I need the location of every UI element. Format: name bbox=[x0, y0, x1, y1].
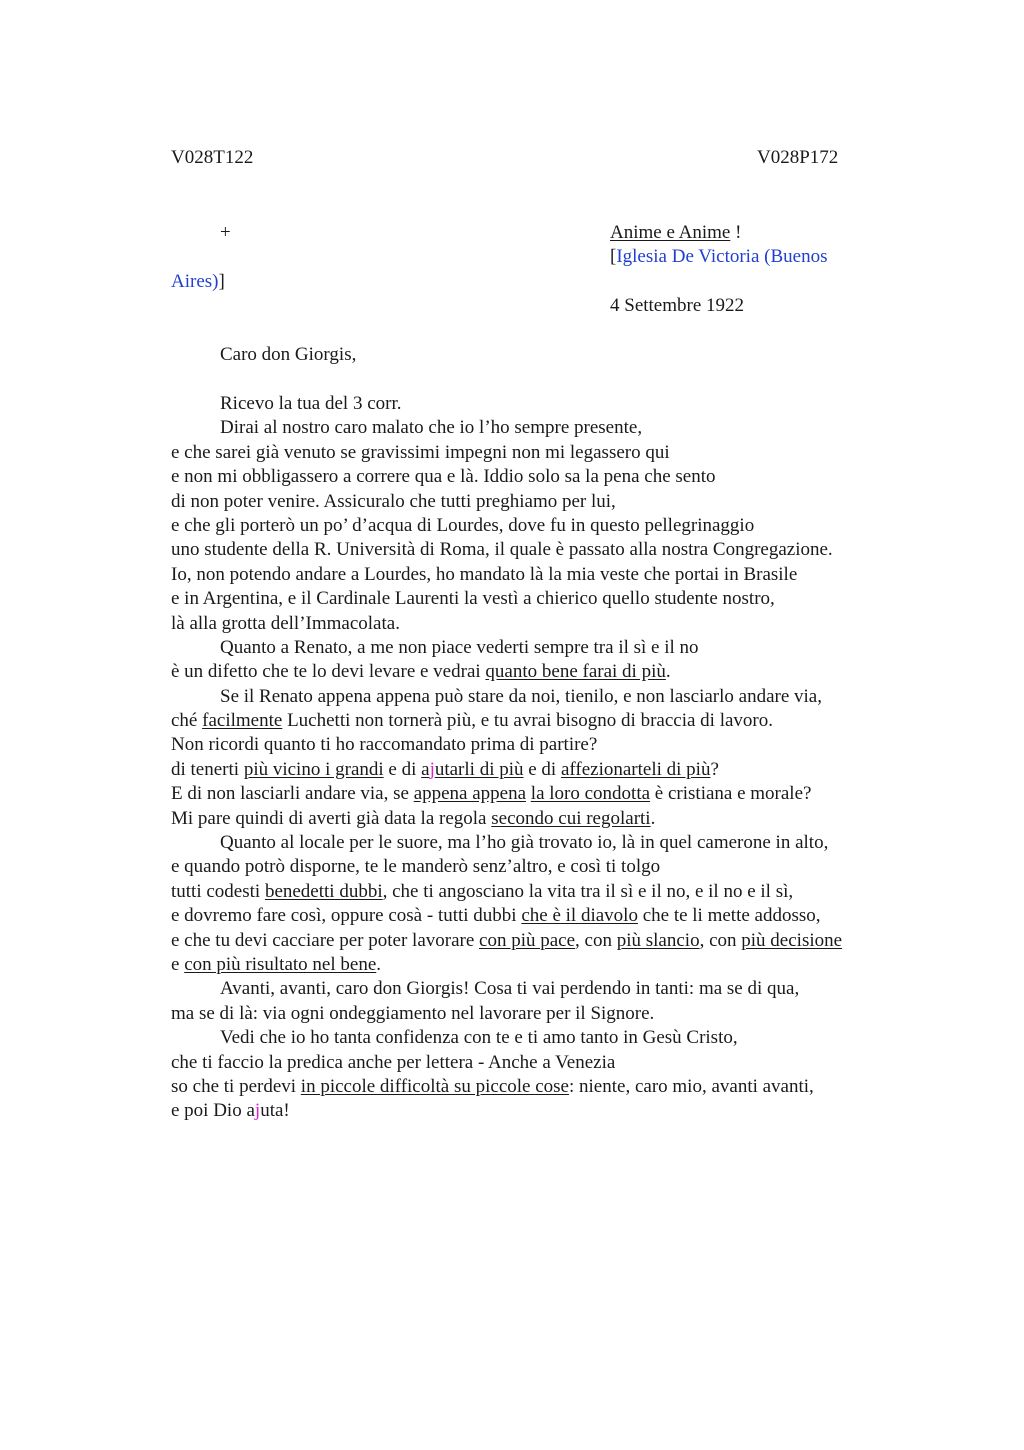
location-part-2: Aires) bbox=[171, 271, 219, 292]
text-segment: Non ricordi quanto ti ho raccomandato prima di partire? bbox=[171, 734, 598, 756]
underlined-phrase: più slancio bbox=[616, 929, 700, 951]
text-line bbox=[171, 782, 931, 806]
text-line bbox=[171, 612, 931, 636]
text-segment: e che sarei già venuto se gravissimi impegni non mi legassero qui bbox=[171, 441, 670, 463]
text-line bbox=[171, 1051, 931, 1075]
text-line bbox=[171, 563, 931, 587]
document-code-right: V028P172 bbox=[757, 147, 839, 168]
text-segment: e di bbox=[523, 758, 561, 780]
text-line bbox=[171, 855, 931, 879]
location-line-2 bbox=[171, 271, 225, 293]
text-segment: e di bbox=[383, 758, 422, 780]
text-segment: Se il Renato appena appena può stare da noi, tienilo, e non lasciarlo andare via, bbox=[220, 685, 822, 707]
text-line bbox=[171, 1099, 931, 1123]
text-segment: là alla grotta dell’Immacolata. bbox=[171, 612, 400, 634]
underlined-phrase: con più pace bbox=[479, 929, 576, 951]
text-segment: Ricevo la tua del 3 corr. bbox=[220, 393, 402, 414]
underlined-phrase: con più risultato nel bene bbox=[184, 953, 377, 975]
text-segment: uta! bbox=[260, 1100, 290, 1122]
text-segment: tutti codesti bbox=[171, 880, 265, 902]
text-segment: e che tu devi cacciare per poter lavorare bbox=[171, 929, 480, 951]
text-segment: e non mi obbligassero a correre qua e là. Iddio solo sa la pena che sento bbox=[171, 466, 716, 488]
text-segment: Avanti, avanti, caro don Giorgis! Cosa ti vai perdendo in tanti: ma se di qua, bbox=[220, 978, 800, 1000]
text-line bbox=[171, 636, 931, 660]
underlined-phrase: in piccole difficoltà su piccole cose bbox=[300, 1075, 569, 1097]
text-segment: . bbox=[376, 953, 381, 975]
underlined-phrase: più decisione bbox=[741, 929, 843, 951]
text-line bbox=[171, 1026, 931, 1050]
text-line bbox=[171, 587, 931, 611]
text-segment: , con bbox=[575, 929, 617, 951]
text-line bbox=[171, 904, 931, 928]
text-segment: Luchetti non tornerà più, e tu avrai bisogno di braccia di lavoro. bbox=[282, 710, 773, 732]
text-line bbox=[171, 929, 931, 953]
text-line bbox=[171, 441, 931, 465]
text-segment: e bbox=[171, 953, 185, 975]
text-segment: Vedi che io ho tanta confidenza con te e ti amo tanto in Gesù Cristo, bbox=[220, 1027, 738, 1049]
underlined-phrase: utarli di più bbox=[434, 758, 524, 780]
bracket-open: [ bbox=[610, 246, 617, 267]
text-line bbox=[171, 953, 931, 977]
text-segment: che ti faccio la predica anche per lettera - Anche a Venezia bbox=[171, 1051, 616, 1073]
text-segment: , con bbox=[699, 929, 742, 951]
text-line bbox=[171, 660, 931, 684]
text-segment: Dirai al nostro caro malato che io l’ho sempre presente, bbox=[220, 417, 643, 439]
text-segment: . bbox=[650, 807, 656, 829]
text-segment: di tenerti bbox=[171, 758, 244, 780]
text-segment: ma se di là: via ogni ondeggiamento nel lavorare per il Signore. bbox=[171, 1002, 655, 1024]
highlighted-letter: j bbox=[254, 1100, 261, 1122]
bracket-close: ] bbox=[218, 271, 225, 292]
letter-date: 4 Settembre 1922 bbox=[610, 295, 745, 316]
text-line bbox=[171, 685, 931, 709]
underlined-phrase: quanto bene farai di più bbox=[485, 661, 666, 683]
text-segment: di non poter venire. Assicuralo che tutti preghiamo per lui, bbox=[171, 490, 616, 512]
underlined-phrase: secondo cui regolarti bbox=[491, 807, 651, 829]
text-segment: E di non lasciarli andare via, se bbox=[171, 783, 414, 805]
location-line-1 bbox=[610, 246, 827, 268]
text-line bbox=[171, 1002, 931, 1026]
text-segment: , che ti angosciano la vita tra il sì e il no, e il no e il sì, bbox=[382, 880, 794, 902]
text-line bbox=[171, 807, 931, 831]
text-segment: Io, non potendo andare a Lourdes, ho mandato là la mia veste che portai in Brasile bbox=[171, 563, 798, 585]
text-segment: ché bbox=[171, 710, 203, 732]
underlined-phrase: la loro condotta bbox=[530, 783, 651, 805]
cross-symbol: + bbox=[220, 222, 231, 243]
text-segment: è un difetto che te lo devi levare e vedrai bbox=[171, 661, 486, 683]
text-segment: e che gli porterò un po’ d’acqua di Lourdes, dove fu in questo pellegrinaggio bbox=[171, 514, 755, 536]
text-line bbox=[171, 733, 931, 757]
text-segment: e dovremo fare così, oppure cosà - tutti dubbi bbox=[171, 905, 522, 927]
letter-title bbox=[610, 222, 741, 244]
letter-body bbox=[171, 392, 931, 1124]
document-code-left: V028T122 bbox=[171, 147, 254, 168]
underlined-phrase: benedetti dubbi bbox=[264, 880, 383, 902]
underlined-phrase: a bbox=[421, 758, 430, 780]
text-segment: so che ti perdevi bbox=[171, 1075, 301, 1097]
text-segment: ? bbox=[710, 758, 719, 780]
text-segment: : niente, caro mio, avanti avanti, bbox=[569, 1075, 814, 1097]
text-segment: Mi pare quindi di averti già data la regola bbox=[171, 807, 492, 829]
text-line bbox=[171, 465, 931, 489]
text-line bbox=[171, 490, 931, 514]
location-part-1: Iglesia De Victoria (Buenos bbox=[616, 246, 828, 267]
text-segment: e poi Dio a bbox=[171, 1100, 255, 1122]
text-line bbox=[171, 880, 931, 904]
text-segment: e in Argentina, e il Cardinale Laurenti la vestì a chierico quello studente nostro, bbox=[171, 588, 775, 610]
text-line bbox=[171, 758, 931, 782]
text-segment: . bbox=[665, 661, 671, 683]
text-line bbox=[171, 709, 931, 733]
letter-title-suffix: ! bbox=[730, 222, 742, 243]
text-segment: Quanto a Renato, a me non piace vederti sempre tra il sì e il no bbox=[220, 636, 699, 658]
text-segment: è cristiana e morale? bbox=[650, 783, 812, 805]
underlined-phrase: affezionarteli di più bbox=[560, 758, 711, 780]
text-line bbox=[171, 977, 931, 1001]
text-segment: uno studente della R. Università di Roma, il quale è passato alla nostra Congregazione. bbox=[171, 539, 833, 561]
underlined-phrase: appena appena bbox=[413, 783, 527, 805]
greeting: Caro don Giorgis, bbox=[220, 344, 357, 365]
text-line bbox=[171, 538, 931, 562]
letter-title-text: Anime e Anime bbox=[610, 222, 731, 243]
underlined-phrase: più vicino i grandi bbox=[243, 758, 384, 780]
text-line bbox=[171, 514, 931, 538]
text-segment: Quanto al locale per le suore, ma l’ho già trovato io, là in quel camerone in alto, bbox=[220, 832, 829, 854]
text-line bbox=[171, 392, 931, 416]
text-segment: che te li mette addosso, bbox=[637, 905, 821, 927]
text-line bbox=[171, 831, 931, 855]
underlined-phrase: che è il diavolo bbox=[521, 905, 638, 927]
text-line bbox=[171, 416, 931, 440]
text-segment: e quando potrò disporne, te le manderò senz’altro, e così ti tolgo bbox=[171, 856, 661, 878]
text-line bbox=[171, 1075, 931, 1099]
underlined-phrase: j bbox=[429, 758, 435, 780]
underlined-phrase: facilmente bbox=[202, 710, 283, 732]
